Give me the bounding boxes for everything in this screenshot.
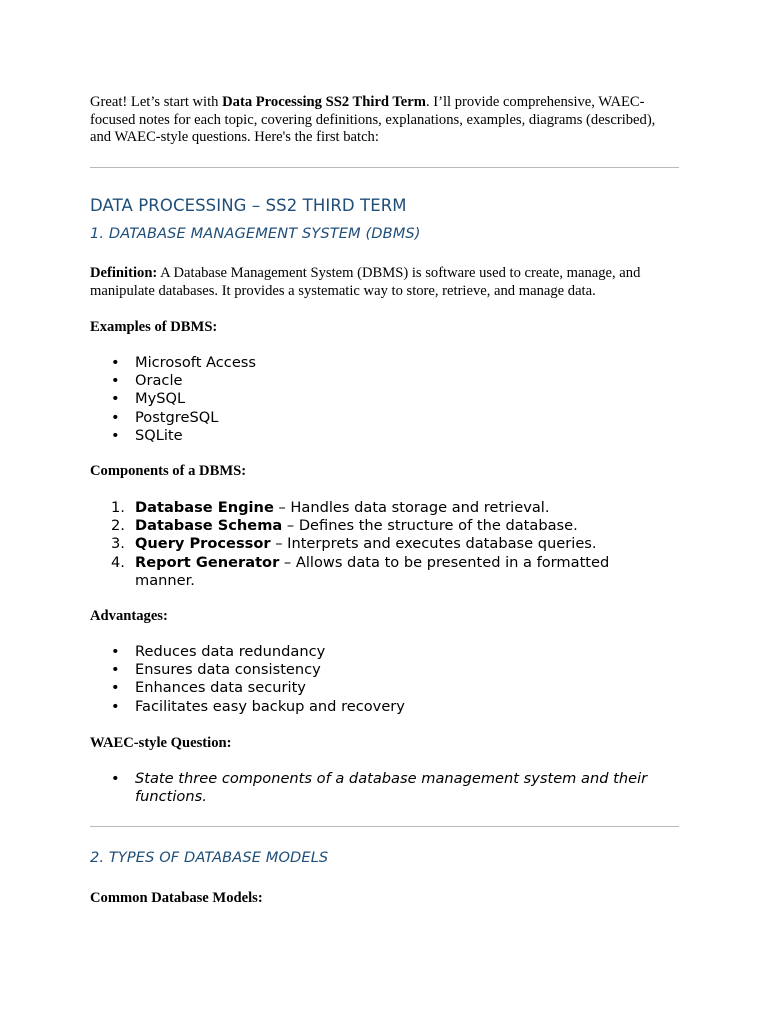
advantages-list xyxy=(90,643,680,716)
bullet-icon: • xyxy=(111,408,120,426)
list-item: 2. Database Schema – Defines the structure of the database. xyxy=(111,517,578,535)
bullet-icon: • xyxy=(111,426,120,444)
bullet-icon: • xyxy=(111,697,120,715)
question-label: WAEC-style Question: xyxy=(90,735,232,751)
bullet-icon: • xyxy=(111,643,120,660)
section-2-heading: 2. TYPES OF DATABASE MODELS xyxy=(90,849,329,866)
intro-bold-title: Data Processing SS2 Third Term xyxy=(222,94,426,110)
list-item: • Reduces data redundancy xyxy=(111,643,326,660)
list-item: • Ensures data consistency xyxy=(111,661,321,679)
examples-label: Examples of DBMS: xyxy=(90,319,218,335)
components-label: Components of a DBMS: xyxy=(90,463,247,479)
list-item: • Oracle xyxy=(111,372,183,390)
list-item: • Facilitates easy backup and recovery xyxy=(111,697,405,715)
intro-prefix: Great! Let’s start with xyxy=(90,94,223,110)
components-list xyxy=(90,499,680,590)
bullet-icon: • xyxy=(111,372,120,390)
intro-suffix: . I’ll provide comprehensive, WAEC-focused notes for each topic, covering definitions, explanations, examples, diagrams (described), and WAEC-style questions. Here's the first batch: xyxy=(90,94,656,146)
list-item: • Enhances data security xyxy=(111,679,306,697)
list-item: • State three components of a database management system and their functions. xyxy=(111,770,648,806)
definition-label: Definition: xyxy=(90,265,158,281)
question-list xyxy=(90,770,680,806)
bullet-icon: • xyxy=(111,390,120,408)
document-title: DATA PROCESSING – SS2 THIRD TERM xyxy=(90,196,407,215)
bullet-icon: • xyxy=(111,661,120,679)
list-item: • MySQL xyxy=(111,390,186,408)
intro-paragraph xyxy=(90,94,680,147)
examples-list xyxy=(90,354,680,445)
section-1-heading: 1. DATABASE MANAGEMENT SYSTEM (DBMS) xyxy=(90,225,421,242)
definition-text: A Database Management System (DBMS) is software used to create, manage, and manipulate databases. It provides a systematic way to store, retrieve, and manage data. xyxy=(90,265,641,299)
models-label: Common Database Models: xyxy=(90,890,263,906)
divider xyxy=(90,826,679,827)
bullet-icon: • xyxy=(111,354,120,371)
divider xyxy=(90,167,679,168)
bullet-icon: • xyxy=(111,679,120,697)
advantages-label: Advantages: xyxy=(90,608,168,624)
list-item: 4. Report Generator – Allows data to be presented in a formatted manner. xyxy=(111,553,610,589)
list-item: • Microsoft Access xyxy=(111,354,257,371)
list-item: • SQLite xyxy=(111,426,183,444)
list-item: 3. Query Processor – Interprets and executes database queries. xyxy=(111,535,597,553)
definition-paragraph xyxy=(90,265,680,300)
list-item: 1. Database Engine – Handles data storage and retrieval. xyxy=(111,499,550,516)
bullet-icon: • xyxy=(111,770,120,787)
list-item: • PostgreSQL xyxy=(111,408,219,426)
